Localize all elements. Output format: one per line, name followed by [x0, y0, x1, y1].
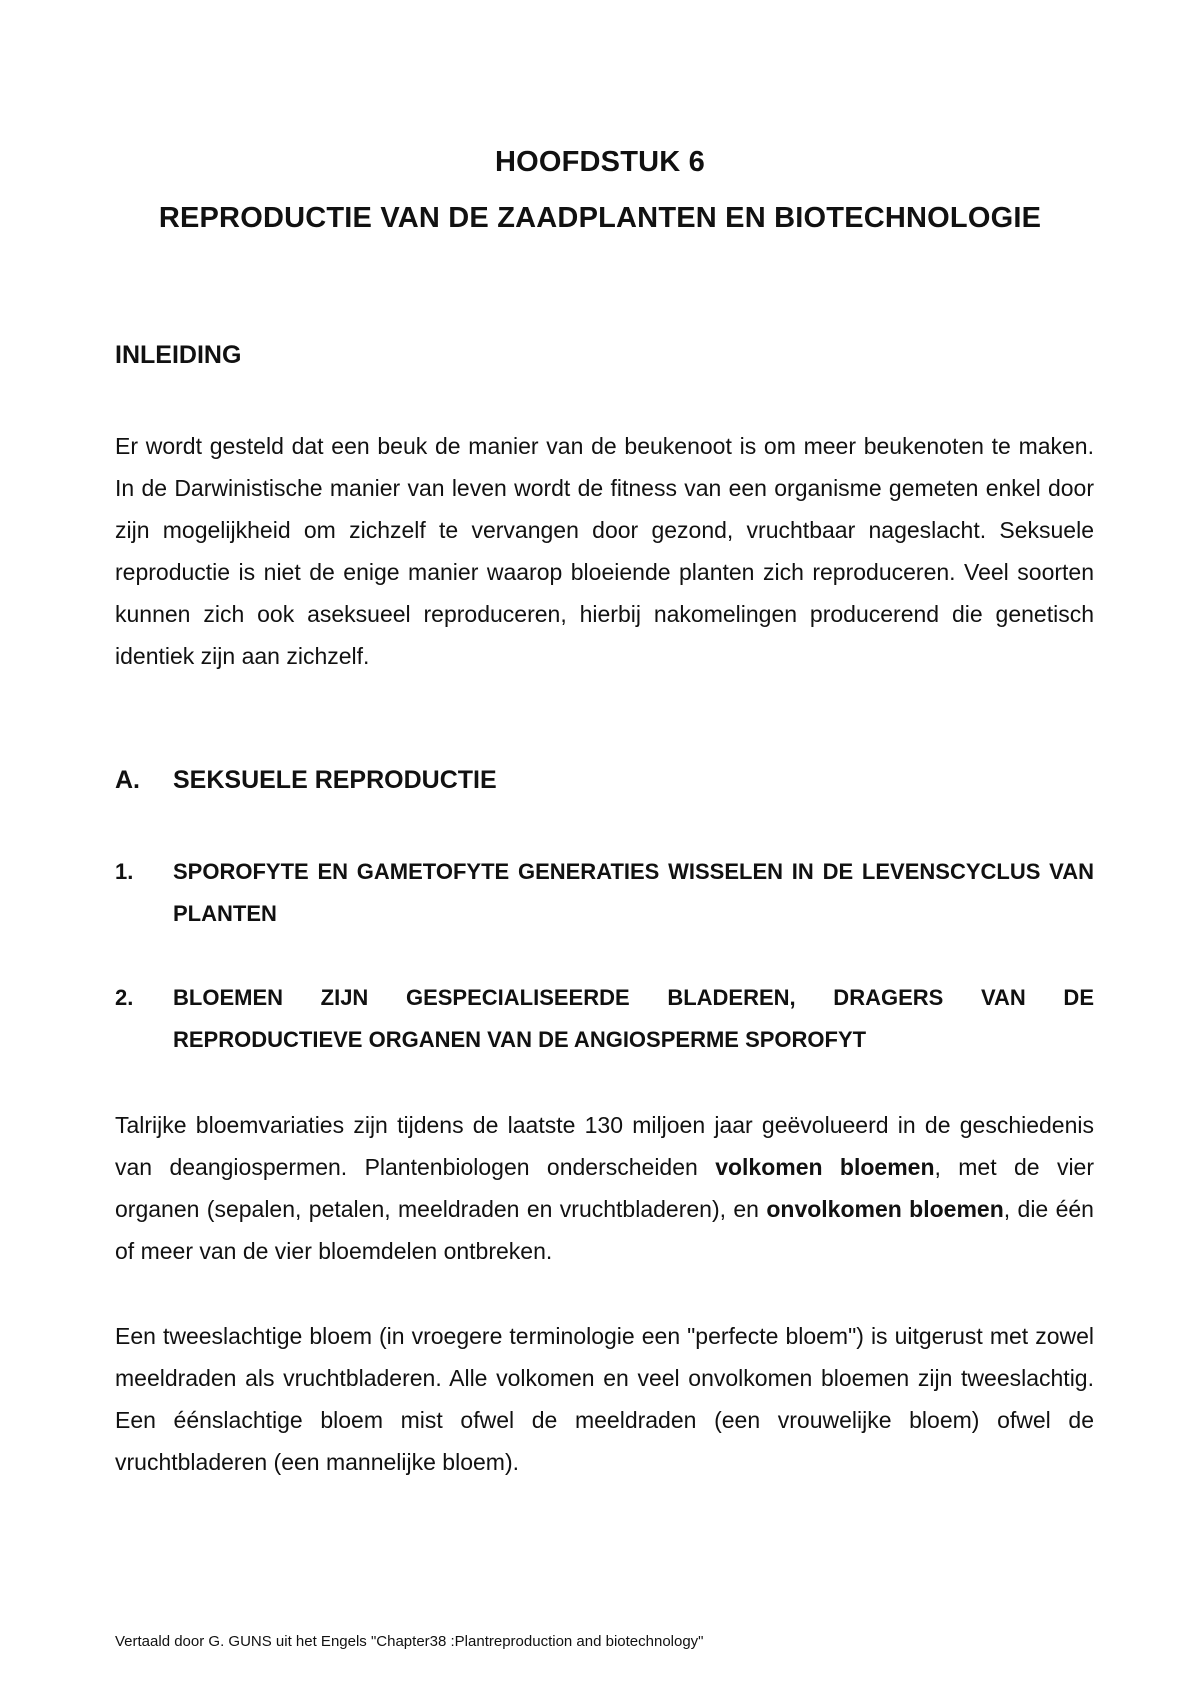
bisexual-flower-paragraph: Een tweeslachtige bloem (in vroegere terminologie een "perfecte bloem") is uitgerust met zowel meeldraden als vruchtbladeren. Alle volkomen en veel onvolkomen bloemen zijn tweeslachtig. Een éénslachtige bloem mist ofwel de meeldraden (een vrouwelijke bloem) ofwel de vruchtbladeren (een mannelijke bloem). [115, 1323, 1094, 1475]
section-a-heading [115, 766, 497, 795]
subsection-1-number: 1. [115, 859, 134, 884]
section-a-title: SEKSUELE REPRODUCTIE [173, 766, 497, 794]
subsection-2-heading [115, 977, 1094, 1061]
chapter-title: REPRODUCTIE VAN DE ZAADPLANTEN EN BIOTECHNOLOGIE [158, 202, 1042, 234]
chapter-number: HOOFDSTUK 6 [494, 146, 706, 178]
section-a-letter: A. [115, 766, 140, 794]
para1-text-2: , met de vier organen (sepalen, petalen, meeldraden en vruchtbladeren), en [115, 1154, 1094, 1222]
page-footer: Vertaald door G. GUNS uit het Engels "Chapter38 :Plantreproduction and biotechnology" [115, 1633, 704, 1650]
term-onvolkomen-bloemen: onvolkomen bloemen [766, 1196, 1004, 1222]
term-volkomen-bloemen: volkomen bloemen [715, 1154, 935, 1180]
intro-paragraph: Er wordt gesteld dat een beuk de manier van de beukenoot is om meer beukenoten te maken. In de Darwinistische manier van leven wordt de fitness van een organisme gemeten enkel door zijn mogelijkheid om zichzelf te vervangen door gezond, vruchtbaar nageslacht. Seksuele reproductie is niet de enige manier waarop bloeiende planten zich reproduceren. Veel soorten kunnen zich ook aseksueel reproduceren, hierbij nakomelingen producerend die genetisch identiek zijn aan zichzelf. [115, 433, 1094, 669]
intro-heading: INLEIDING [115, 341, 242, 369]
subsection-2-title: BLOEMEN ZIJN GESPECIALISEERDE BLADEREN, DRAGERS VAN DE REPRODUCTIEVE ORGANEN VAN DE ANGIOSPERME SPOROFYT [173, 985, 1094, 1052]
subsection-1-heading [115, 851, 1094, 935]
flower-variation-paragraph [115, 1104, 1094, 1272]
para1-text-3: , die één of meer van de vier bloemdelen ontbreken. [115, 1196, 1094, 1264]
subsection-1-title: SPOROFYTE EN GAMETOFYTE GENERATIES WISSELEN IN DE LEVENSCYCLUS VAN PLANTEN [173, 859, 1094, 926]
subsection-2-number: 2. [115, 985, 134, 1010]
para1-text-1: Talrijke bloemvariaties zijn tijdens de laatste 130 miljoen jaar geëvolueerd in de geschiedenis van deangiospermen. Plantenbiologen onderscheiden [115, 1112, 1094, 1180]
